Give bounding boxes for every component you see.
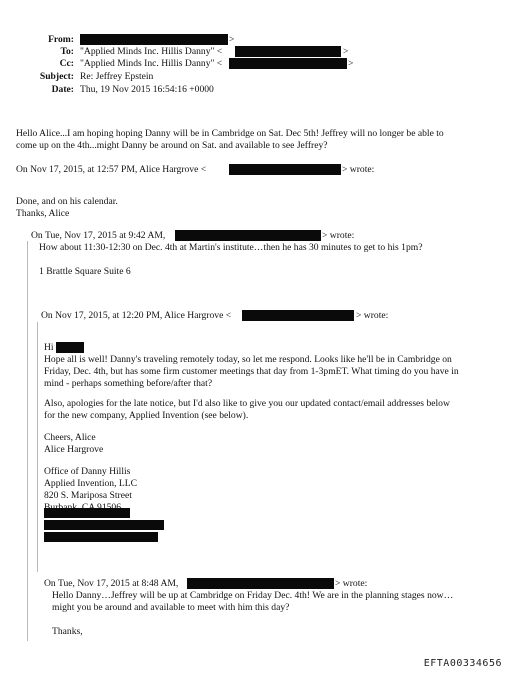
quote-3-p2-line-2: for the new company, Applied Invention (see below).	[44, 410, 249, 421]
cc-value: "Applied Minds Inc. Hillis Danny" <	[80, 58, 223, 69]
subject-value: Re: Jeffrey Epstein	[80, 71, 154, 82]
quote-1-line-2: Thanks, Alice	[16, 208, 70, 219]
reply-line-1: Hello Alice...I am hoping hoping Danny will be in Cambridge on Sat. Dec 5th! Jeffrey will no longer be able to	[16, 128, 444, 139]
redacted-greeting-name	[56, 342, 84, 353]
quote-3-p1-line-2: Friday, Dec. 4th, but has some firm customer meetings that day from 1-3pmET. What timing do you have in	[44, 366, 459, 377]
quote-4-wrote: > wrote:	[335, 578, 368, 589]
redacted-sender-2	[175, 230, 321, 241]
to-suffix: >	[343, 46, 349, 57]
quote-3-p1-line-3: mind - perhaps something before/after that?	[44, 378, 213, 389]
to-value: "Applied Minds Inc. Hillis Danny" <	[80, 46, 223, 57]
from-label: From:	[48, 34, 74, 45]
redacted-cc-address	[229, 58, 347, 69]
redacted-to-address	[235, 46, 341, 57]
document-id: EFTA00334656	[423, 658, 502, 669]
redacted-signature-line-1	[44, 508, 130, 518]
date-label: Date:	[51, 84, 74, 95]
redacted-signature-line-3	[44, 532, 158, 542]
quote-1-wrote: > wrote:	[342, 164, 375, 175]
from-suffix: >	[229, 34, 235, 45]
cc-label: Cc:	[59, 58, 74, 69]
quote-1-attribution: On Nov 17, 2015, at 12:57 PM, Alice Hargrove <	[16, 164, 207, 175]
quote-3-p1-line-1: Hope all is well! Danny's traveling remotely today, so let me respond. Looks like he'll be in Cambridge on	[44, 354, 452, 365]
quote-2-address: 1 Brattle Square Suite 6	[39, 266, 131, 277]
date-value: Thu, 19 Nov 2015 16:54:16 +0000	[80, 84, 214, 95]
redacted-from-address	[80, 34, 228, 45]
to-label: To:	[60, 46, 74, 57]
signature-name: Alice Hargrove	[44, 444, 104, 455]
redacted-signature-line-2	[44, 520, 164, 530]
quote-2-attribution: On Tue, Nov 17, 2015 at 9:42 AM,	[31, 230, 166, 241]
redacted-alice-email-1	[229, 164, 341, 175]
signature-office: Office of Danny Hillis	[44, 466, 131, 477]
quote-bar-nested	[37, 322, 38, 572]
signature-company: Applied Invention, LLC	[44, 478, 137, 489]
quote-1-line-1: Done, and on his calendar.	[16, 196, 118, 207]
subject-label: Subject:	[39, 71, 74, 82]
quote-4-attribution: On Tue, Nov 17, 2015 at 8:48 AM,	[44, 578, 179, 589]
quote-bar	[27, 241, 28, 641]
quote-2-line-1: How about 11:30-12:30 on Dec. 4th at Martin's institute…then he has 30 minutes to get to his 1pm?	[39, 242, 423, 253]
quote-2-wrote: > wrote:	[322, 230, 355, 241]
quote-3-attribution: On Nov 17, 2015, at 12:20 PM, Alice Hargrove <	[41, 310, 232, 321]
cc-suffix: >	[348, 58, 354, 69]
quote-3-wrote: > wrote:	[356, 310, 389, 321]
quote-3-greeting: Hi	[44, 342, 54, 353]
redacted-alice-email-2	[242, 310, 354, 321]
quote-4-closing: Thanks,	[52, 626, 83, 637]
signature-street: 820 S. Mariposa Street	[44, 490, 132, 501]
redacted-sender-4	[187, 578, 334, 589]
signature-cheers: Cheers, Alice	[44, 432, 96, 443]
quote-4-line-1: Hello Danny…Jeffrey will be up at Cambridge on Friday Dec. 4th! We are in the planning stages now…	[52, 590, 454, 601]
quote-4-line-2: might you be around and available to meet with him this day?	[52, 602, 290, 613]
reply-line-2: come up on the 4th...might Danny be around on Sat. and available to see Jeffrey?	[16, 140, 328, 151]
quote-3-p2-line-1: Also, apologies for the late notice, but I'd also like to give you our updated contact/email addresses below	[44, 398, 450, 409]
